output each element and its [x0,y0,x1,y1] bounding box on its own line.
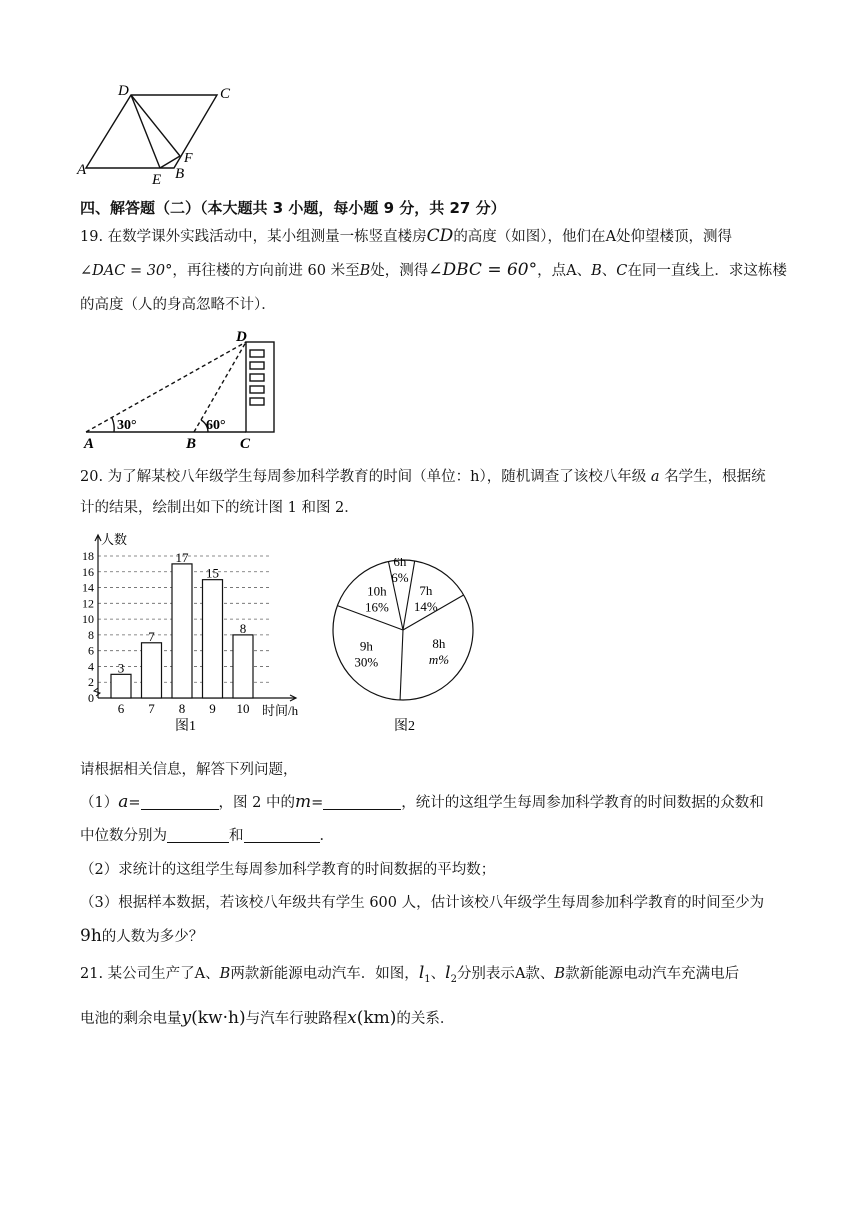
slice-label-9h: 9h [359,638,373,654]
slice-label-8h: 8h [432,635,446,651]
slice-percent-9h: 30% [354,654,379,670]
y-tick-label: 18 [82,549,94,563]
data-label-7: 7 [148,628,155,644]
q20-sub1: （1）a= ，图 2 中的m= ，统计的这组学生每周参加科学教育的时间数据的众数和 [80,792,764,812]
label-a: A [84,436,95,452]
slice-percent-6h: 6% [391,570,409,586]
q20-sub3-line2: 9h的人数为多少？ [80,926,204,946]
q19-line2: ∠DAC = 30°，再往楼的方向前进 60 米至B处，测得∠DBC = 60°，点A、B、C在同一直线上．求这栋楼 [80,260,787,280]
label-c: C [220,86,231,102]
y-tick-label: 6 [88,643,94,658]
parallelogram-figure [74,80,244,188]
y-axis-label: 人数 [101,532,128,547]
slice-label-6h: 6h [393,558,407,570]
bar-6 [111,674,131,698]
q20-line2: 计的结果，绘制出如下的统计图 1 和图 2． [80,500,359,516]
label-d: D [118,83,129,99]
y-tick-label: 8 [88,627,94,642]
data-label-10: 8 [239,620,247,636]
q19-line1: 19. 在数学课外实践活动中，某小组测量一栋竖直楼房CD的高度（如图），他们在A处仰望楼顶，测得 [80,226,733,246]
bar-10 [233,635,253,698]
data-label-8: 17 [175,549,189,565]
label-a: A [77,162,87,178]
angle-30-label: 30° [117,418,137,433]
x-tick-label: 10 [236,701,250,716]
slice-percent-8h: m% [428,651,450,667]
data-label-6: 3 [117,660,125,676]
slice-label-7h: 7h [419,583,433,599]
y-tick-label: 14 [82,580,94,595]
x-tick-label: 9 [209,701,216,716]
chart-caption: 图2 [394,719,415,734]
label-e: E [152,172,162,188]
data-label-9: 15 [206,565,219,581]
x-tick-label: 6 [117,701,125,716]
q21-line1: 21. 某公司生产了A、B两款新能源电动汽车．如图，$l_1$、$l_2$分别表示A款、B款新能源电动汽车充满电后 [80,963,740,985]
bar-7 [142,643,162,698]
label-f: F [184,151,193,166]
y-tick-label: 12 [82,596,94,611]
label-c: C [240,436,251,452]
x-tick-label: 7 [148,701,155,716]
axis-break [94,688,100,696]
q20-sub3-line1: （3）根据样本数据，若该校八年级共有学生 600 人，估计该校八年级学生每周参加科学教育的时间至少为 [80,895,765,911]
y-tick-label: 4 [88,659,94,674]
slice-percent-7h: 14% [413,599,438,615]
q19-line3: 的高度（人的身高忽略不计）． [80,297,276,313]
y-tick-label: 10 [82,612,94,627]
q21-line2: 电池的剩余电量y(kw·h)与汽车行驶路程x(km)的关系． [80,1008,455,1028]
building-figure [76,328,286,452]
slice-label-10h: 10h [367,583,387,599]
chart-caption: 图1 [175,719,196,734]
bar-9 [203,580,223,698]
y-tick-label: 2 [88,675,94,690]
x-tick-label: 8 [178,701,186,716]
q20-intro: 请根据相关信息，解答下列问题， [80,762,298,778]
label-d: D [236,329,247,345]
x-axis-label: 时间/h [262,703,299,718]
q20-sub2: （2）求统计的这组学生每周参加科学教育的时间数据的平均数； [80,862,496,878]
section-heading: 四、解答题（二）（本大题共 3 小题，每小题 9 分，共 27 分） [80,199,506,217]
label-b: B [175,166,185,182]
y-tick-label: 16 [82,564,94,579]
q20-line1: 20. 为了解某校八年级学生每周参加科学教育的时间（单位：h），随机调查了该校八年级 a 名学生，根据统 [80,469,766,485]
q20-sub1-line2: 中位数分别为 和 ． [80,828,334,844]
y-tick-label: 0 [88,691,94,705]
pie-chart [328,558,478,738]
label-b: B [186,436,197,452]
slice-percent-10h: 16% [364,599,389,615]
angle-60-label: 60° [206,418,226,433]
bar-chart [78,530,328,740]
bar-8 [172,564,192,698]
